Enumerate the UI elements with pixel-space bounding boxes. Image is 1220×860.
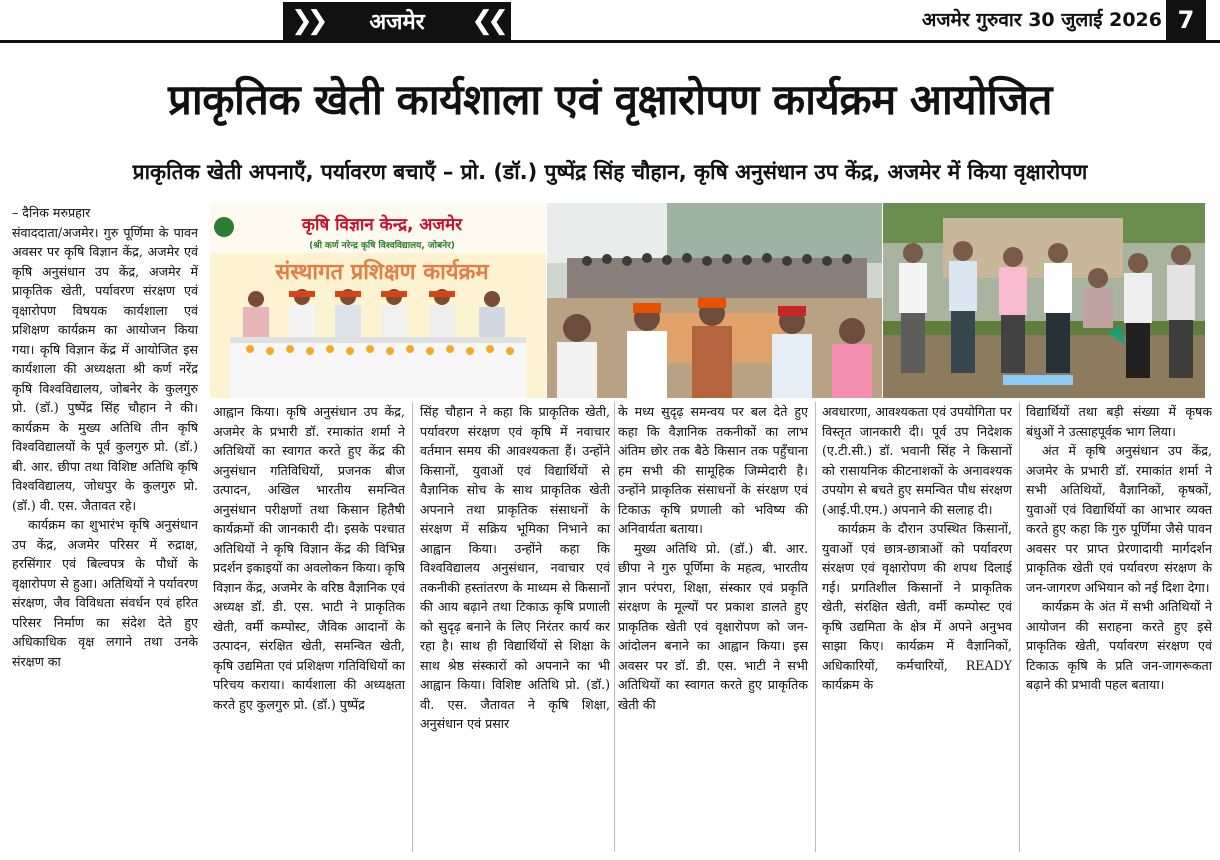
paragraph: सिंह चौहान ने कहा कि प्राकृतिक खेती, पर्यावरण संरक्षण एवं कृषि में नवाचार वर्तमान समय की आवश्यकता हैं। उन्होंने किसानों, युवाओं एवं विद्यार्थियों से वैज्ञानिक सोच के साथ प्राकृतिक खेती अपनाने तथा प्राकृतिक संसाधनों के संरक्षण में सक्रिय भूमिका निभाने का आह्वान किया। उन्होंने कहा कि विश्वविद्यालय अनुसंधान, नवाचार एवं तकनीकी हस्तांतरण के माध्यम से किसानों की आय बढ़ाने तथा टिकाऊ कृषि प्रणाली को सुदृढ़ बनाने के लिए निरंतर कार्य कर रहा है। साथ ही विद्यार्थियों से शिक्षा के साथ श्रेष्ठ संस्कारों को अपनाने का भी आह्वान किया। विशिष्ट अतिथि प्रो. (डॉ.) वी. एस. जैतावत ने कृषि शिक्षा, अनुसंधान एवं प्रसार: [420, 404, 610, 731]
column-rule: [815, 402, 816, 852]
paragraph: अंत में कृषि अनुसंधान उप केंद्र, अजमेर के प्रभारी डॉ. रमाकांत शर्मा ने सभी अतिथियों, वैज्ञानिकों, कृषकों, युवाओं एवं विद्यार्थियों का आभार व्यक्त करते हुए कहा कि गुरु पूर्णिमा जैसे पावन अवसर पर प्राप्त प्रेरणादायी मार्गदर्शन प्राकृतिक खेती एवं पर्यावरण संरक्षण के जन-जागरण अभियान को नई दिशा देगा।: [1026, 443, 1212, 595]
column-rule: [1019, 402, 1020, 852]
article-column-5: [822, 402, 1012, 854]
paragraph: अवधारणा, आवश्यकता एवं उपयोगिता पर विस्तृत जानकारी दी। पूर्व उप निदेशक (ए.टी.सी.) डॉ. भवानी सिंह ने किसानों को रासायनिक कीटनाशकों के अनावश्यक उपयोग से बचते हुए समन्वित पौध संरक्षण (आई.पी.एम.) अपनाने की सलाह दी।: [822, 404, 1012, 517]
paragraph: के मध्य सुदृढ़ समन्वय पर बल देते हुए कहा कि वैज्ञानिक तकनीकों का लाभ अंतिम छोर तक बैठे किसान तक पहुँचाना हम सभी की सामूहिक जिम्मेदारी है। उन्होंने प्राकृतिक संसाधनों के संरक्षण एवं टिकाऊ कृषि प्रणाली को भविष्य की अनिवार्यता बताया।: [618, 404, 808, 536]
byline-source: – दैनिक मरुप्रहार: [12, 205, 91, 220]
masthead-rule: [0, 40, 1220, 43]
paragraph: मुख्य अतिथि प्रो. (डॉ.) बी. आर. छीपा ने गुरु पूर्णिमा के महत्व, भारतीय ज्ञान परंपरा, शिक्षा, संस्कार एवं प्रकृति संरक्षण के मूल्यों पर प्रकाश डालते हुए प्राकृतिक खेती एवं वृक्षारोपण को जन-आंदोलन बनाने का आह्वान किया। इस अवसर पर डॉ. डी. एस. भाटी ने सभी अतिथियों का स्वागत करते हुए प्राकृतिक खेती की: [618, 540, 808, 712]
university-logo-icon: [214, 217, 234, 237]
photo-plantation: [883, 203, 1205, 398]
chevron-left-icon: ❮❮: [471, 6, 503, 36]
paragraph: कार्यक्रम के दौरान उपस्थित किसानों, युवाओं एवं छात्र-छात्राओं को पर्यावरण संरक्षण एवं वृक्षारोपण की शपथ दिलाई गई। प्रगतिशील किसानों ने प्राकृतिक खेती, संरक्षित खेती, वर्मी कम्पोस्ट एवं कृषि उद्यमिता के क्षेत्र में अपने अनुभव साझा किए। कार्यक्रम में वैज्ञानिकों, अधिकारियों, कर्मचारियों, READY कार्यक्रम के: [822, 521, 1012, 692]
section-tab: [283, 2, 511, 40]
article-column-4: [618, 402, 808, 854]
article-column-6: [1026, 402, 1212, 854]
article-column-3: [420, 402, 610, 854]
column-rule: [412, 402, 413, 852]
paragraph: कार्यक्रम के अंत में सभी अतिथियों ने आयोजन की सराहना करते हुए इसे प्राकृतिक खेती, पर्यावरण संरक्षण एवं टिकाऊ कृषि के प्रति जन-जागरूकता बढ़ाने की प्रभावी पहल बताया।: [1026, 599, 1212, 692]
banner-subtitle: (श्री कर्ण नरेन्द्र कृषि विश्वविद्यालय, जोबनेर): [309, 241, 455, 251]
chevron-right-icon: ❯❯: [291, 6, 323, 36]
banner-title: कृषि विज्ञान केन्द्र, अजमेर: [301, 215, 463, 235]
paragraph: आह्वान किया। कृषि अनुसंधान उप केंद्र, अजमेर के प्रभारी डॉ. रमाकांत शर्मा ने अतिथियों का स्वागत करते हुए केंद्र की अनुसंधान गतिविधियों, प्रजनक बीज उत्पादन, अखिल भारतीय समन्वित अनुसंधान परीक्षणों तथा किसान हितैषी कार्यक्रमों की जानकारी दी। इसके पश्चात अतिथियों ने कृषि विज्ञान केंद्र की विभिन्न प्रदर्शन इकाइयों का अवलोकन किया। कृषि विज्ञान केंद्र, अजमेर के वरिष्ठ वैज्ञानिक एवं अध्यक्ष डॉ. डी. एस. भाटी ने प्राकृतिक खेती, वर्मी कम्पोस्ट, जैविक आदानों के उत्पादन, संरक्षित खेती, समन्वित खेती, कृषि उद्यमिता एवं प्रशिक्षण गतिविधियों का परिचय कराया। कार्यशाला की अध्यक्षता करते हुए कुलगुरु प्रो. (डॉ.) पुष्पेंद्र: [213, 404, 405, 712]
article-column-2: [213, 402, 405, 854]
paragraph: संवाददाता/अजमेर। गुरु पूर्णिमा के पावन अवसर पर कृषि विज्ञान केंद्र, अजमेर एवं कृषि अनुसंधान उप केंद्र, अजमेर में प्राकृतिक खेती, पर्यावरण संरक्षण एवं वृक्षारोपण विषयक कार्यशाला एवं प्रशिक्षण कार्यक्रम का आयोजन किया गया। कृषि विज्ञान केंद्र में आयोजित इस कार्यशाला की अध्यक्षता श्री कर्ण नरेंद्र कृषि विश्वविद्यालय, जोबनेर के कुलगुरु प्रो. (डॉ.) पुष्पेंद्र सिंह चौहान ने की। कार्यक्रम के मुख्य अतिथि तीन कृषि विश्वविद्यालयों के पूर्व कुलगुरु प्रो. (डॉ.) बी. आर. छीपा तथा विशिष्ट अतिथि कृषि विश्वविद्यालय, जोधपुर के कुलगुरु प्रो. (डॉ.) वी. एस. जैतावत रहे।: [12, 224, 198, 513]
page-number: 7: [1166, 0, 1206, 40]
section-name: अजमेर: [369, 10, 425, 35]
paragraph: विद्यार्थियों तथा बड़ी संख्या में कृषक बंधुओं ने उत्साहपूर्वक भाग लिया।: [1026, 404, 1212, 439]
paragraph: कार्यक्रम का शुभारंभ कृषि अनुसंधान उप केंद्र, अजमेर परिसर में रुद्राक्ष, हरसिंगार एवं बिल्वपत्र के पौधों के वृक्षारोपण से हुआ। अतिथियों ने पर्यावरण संरक्षण, जैव विविधता संवर्धन एवं हरित परिसर निर्माण का संदेश देते हुए अधिकाधिक वृक्ष लगाने तथा उनके संरक्षण का: [12, 517, 198, 669]
column-rule: [614, 402, 615, 852]
photo-stage-banner: [210, 203, 546, 398]
article-column-1: [12, 203, 198, 853]
headline: प्राकृतिक खेती कार्यशाला एवं वृक्षारोपण कार्यक्रम आयोजित: [167, 75, 1052, 124]
banner-program-text: संस्थागत प्रशिक्षण कार्यक्रम: [275, 260, 489, 285]
masthead: [0, 0, 1220, 44]
photo-audience: [547, 203, 882, 398]
subheadline: प्राकृतिक खेती अपनाएँ, पर्यावरण बचाएँ – प्रो. (डॉ.) पुष्पेंद्र सिंह चौहान, कृषि अनुसंधान उप केंद्र, अजमेर में किया वृक्षारोपण: [132, 160, 1088, 184]
dateline: अजमेर गुरुवार 30 जुलाई 2026: [921, 9, 1162, 31]
